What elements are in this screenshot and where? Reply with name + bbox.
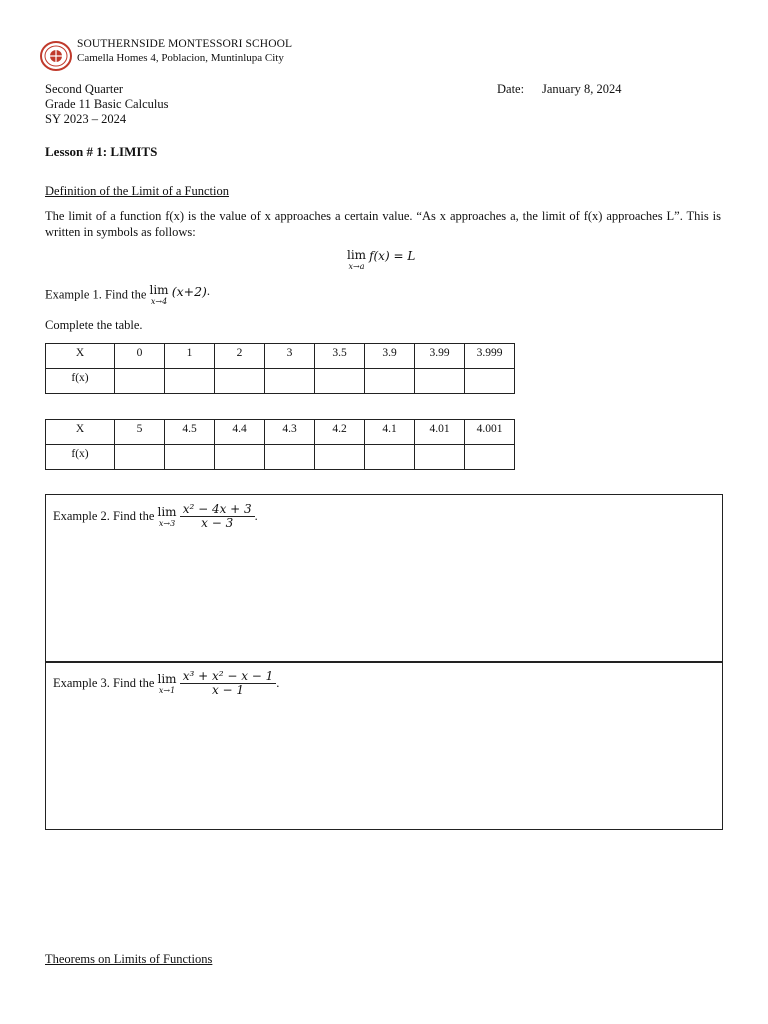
table-header-fx: f(x): [46, 445, 115, 470]
table-cell-x: 1: [165, 344, 215, 369]
answer-cell[interactable]: [415, 369, 465, 394]
table-cell-x: 2: [215, 344, 265, 369]
example-3: Example 3. Find the lim x→1 $\frac{\text{x³ + x² − x − 1}}{x - 1}$ .: [53, 669, 280, 698]
example-3-fraction: [180, 670, 277, 697]
answer-cell[interactable]: [265, 369, 315, 394]
table-cell-x: 3.5: [315, 344, 365, 369]
table-cell-x: 4.5: [165, 420, 215, 445]
limit-formula-body: f(x) = L: [369, 249, 416, 263]
table-cell-x: 4.1: [365, 420, 415, 445]
definition-heading: Definition of the Limit of a Function: [45, 184, 229, 198]
table-header-fx: f(x): [46, 369, 115, 394]
answer-cell[interactable]: [115, 369, 165, 394]
table-cell-x: 4.001: [465, 420, 515, 445]
limit-operator: lim x→a: [347, 248, 367, 271]
example-2-box[interactable]: [45, 494, 723, 663]
answer-cell[interactable]: [415, 445, 465, 470]
answer-cell[interactable]: [165, 445, 215, 470]
school-logo: [40, 41, 72, 71]
answer-cell[interactable]: [115, 445, 165, 470]
example-1: Example 1. Find the lim x→4 (x+2).: [45, 283, 211, 306]
table-instruction: Complete the table.: [45, 318, 143, 332]
values-table-right: [45, 419, 515, 470]
school-year: SY 2023 – 2024: [45, 112, 127, 126]
theorems-heading: Theorems on Limits of Functions: [45, 952, 213, 966]
table-row-x: [46, 344, 515, 369]
answer-cell[interactable]: [465, 369, 515, 394]
table-row-fx: [46, 445, 515, 470]
example-2-denominator: x − 3: [201, 516, 234, 531]
example-2: Example 2. Find the lim x→3 $\frac{\text{x² − 4x + 3}}{x - 3}$ .: [53, 502, 258, 531]
answer-cell[interactable]: [215, 369, 265, 394]
answer-cell[interactable]: [315, 369, 365, 394]
lesson-title: Lesson # 1: LIMITS: [45, 144, 158, 159]
example-2-prefix: Example 2. Find the: [53, 509, 155, 524]
school-address: Camella Homes 4, Poblacion, Muntinlupa City: [77, 52, 284, 64]
answer-cell[interactable]: [315, 445, 365, 470]
table-cell-x: 3.9: [365, 344, 415, 369]
example-3-box[interactable]: [45, 661, 723, 830]
example-1-expression: (x+2): [171, 284, 207, 299]
table-cell-x: 5: [115, 420, 165, 445]
table-cell-x: 3: [265, 344, 315, 369]
example-3-numerator: x³ + x² − x − 1: [180, 670, 277, 684]
limit-formula: [347, 249, 415, 271]
table-cell-x: 0: [115, 344, 165, 369]
table-header-x: X: [46, 420, 115, 445]
example-2-limit: lim x→3: [157, 504, 177, 528]
example-2-fraction: [180, 503, 255, 530]
table-row-x: [46, 420, 515, 445]
table-cell-x: 3.99: [415, 344, 465, 369]
example-2-numerator: x² − 4x + 3: [180, 503, 255, 517]
table-row-fx: [46, 369, 515, 394]
table-cell-x: 3.999: [465, 344, 515, 369]
date-label: Date:: [497, 82, 525, 96]
values-table-left: [45, 343, 515, 394]
subject: Grade 11 Basic Calculus: [45, 97, 169, 111]
answer-cell[interactable]: [265, 445, 315, 470]
table-cell-x: 4.2: [315, 420, 365, 445]
example-3-prefix: Example 3. Find the: [53, 676, 155, 691]
school-name: SOUTHERNSIDE MONTESSORI SCHOOL: [77, 38, 293, 50]
example-3-limit: lim x→1: [157, 671, 177, 695]
example-3-denominator: x − 1: [211, 683, 245, 698]
table-cell-x: 4.4: [215, 420, 265, 445]
table-cell-x: 4.01: [415, 420, 465, 445]
answer-cell[interactable]: [465, 445, 515, 470]
answer-cell[interactable]: [215, 445, 265, 470]
answer-cell[interactable]: [365, 445, 415, 470]
date-value: January 8, 2024: [542, 82, 622, 96]
example-1-prefix: Example 1. Find the: [45, 287, 147, 302]
quarter: Second Quarter: [45, 82, 124, 96]
answer-cell[interactable]: [165, 369, 215, 394]
table-cell-x: 4.3: [265, 420, 315, 445]
answer-cell[interactable]: [365, 369, 415, 394]
example-1-limit: lim x→4: [149, 283, 169, 306]
definition-text: The limit of a function f(x) is the value of x approaches a certain value. “As x approaches a, the limit of f(x) approaches L”. This is written in symbols as follows:: [45, 209, 721, 239]
table-header-x: X: [46, 344, 115, 369]
